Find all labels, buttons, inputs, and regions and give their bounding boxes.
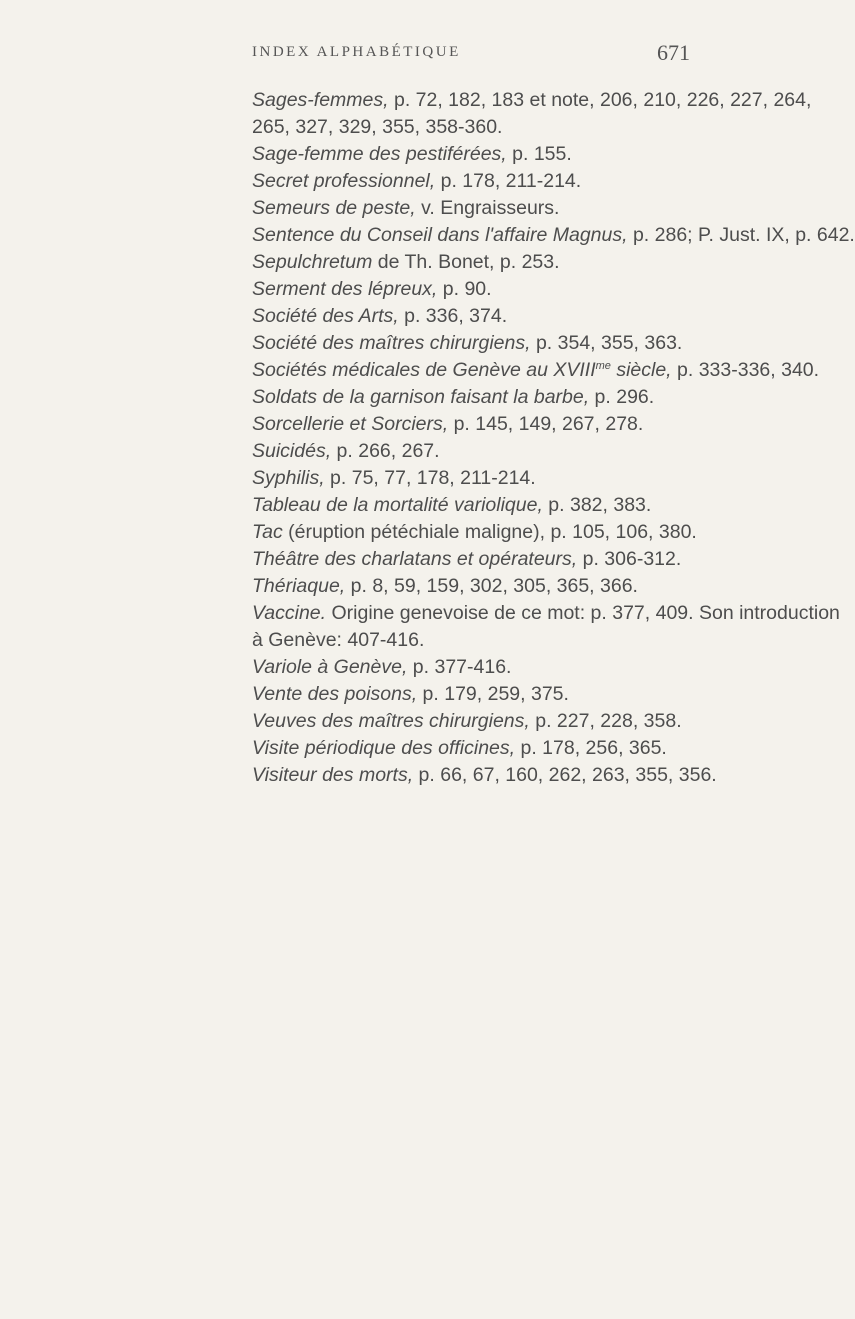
index-term: Serment des lépreux, [252,278,438,300]
index-entry [0,708,801,735]
index-term-suffix: siècle, [610,359,672,381]
index-term: Secret professionnel, [252,170,436,192]
index-term: Sages-femmes, [252,89,389,111]
index-refs: p. 178, 256, 365. [515,737,667,759]
index-entry [0,330,801,357]
index-refs: p. 382, 383. [542,494,652,516]
index-refs: v. Engraisseurs. [415,197,560,219]
index-entry [0,249,801,276]
index-entry [0,492,801,519]
page-header [0,40,801,70]
index-entry [0,681,801,708]
index-entry [0,465,801,492]
index-term: Sage-femme des pestiférées, [252,143,507,165]
index-entry [0,411,801,438]
index-term: Visiteur des morts, [252,764,414,786]
index-refs: p. 75, 77, 178, 211-214. [324,467,536,489]
index-term: Semeurs de peste, [252,197,416,219]
index-term-superscript: me [595,360,611,372]
index-entry-continuation: à Genève: 407-416. [252,629,425,651]
index-entry [0,735,801,762]
index-term: Théâtre des charlatans et opérateurs, [252,548,578,570]
index-term: Sorcellerie et Sorciers, [252,413,449,435]
index-term: Tableau de la mortalité variolique, [252,494,543,516]
index-refs: p. 90. [437,278,492,300]
index-entry [0,654,801,681]
index-entry [0,303,801,330]
index-refs: p. 72, 182, 183 et note, 206, 210, 226, 227, 264, [388,89,812,111]
index-term: Sepulchretum [252,251,373,273]
index-term: Sentence du Conseil dans l'affaire Magnus, [252,224,628,246]
index-refs: p. 336, 374. [398,305,508,327]
index-entry [0,762,801,789]
index-entry [0,519,801,546]
index-refs: p. 377-416. [407,656,512,678]
index-term: Soldats de la garnison faisant la barbe, [252,386,590,408]
index-entry [0,600,840,627]
index-entry [0,87,812,114]
index-term: Veuves des maîtres chirurgiens, [252,710,530,732]
index-term: Vaccine. [252,602,327,624]
index-entry [0,438,801,465]
index-entry [0,573,801,600]
index-entry [0,357,820,384]
index-refs: p. 145, 149, 267, 278. [448,413,644,435]
index-refs: p. 66, 67, 160, 262, 263, 355, 356. [413,764,717,786]
index-refs: p. 155. [506,143,572,165]
index-entry [0,195,801,222]
page-number: 671 [657,40,690,65]
index-refs: Origine genevoise de ce mot: p. 377, 409. Son introduction [326,602,840,624]
index-refs: p. 179, 259, 375. [417,683,569,705]
index-refs: (éruption pétéchiale maligne), p. 105, 106, 380. [282,521,697,543]
index-refs: p. 178, 211-214. [435,170,582,192]
index-term: Société des Arts, [252,305,399,327]
index-term: Syphilis, [252,467,325,489]
index-refs: p. 266, 267. [331,440,440,462]
index-term: Visite périodique des officines, [252,737,516,759]
index-term: Sociétés médicales de Genève au XVIII [252,359,596,381]
index-entry [0,546,801,573]
index-entries [0,87,855,789]
index-term: Société des maîtres chirurgiens, [252,332,531,354]
index-refs: de Th. Bonet, p. 253. [372,251,560,273]
index-term: Suicidés, [252,440,332,462]
index-entry-continuation: 265, 327, 329, 355, 358-360. [252,116,503,138]
index-refs: p. 8, 59, 159, 302, 305, 365, 366. [345,575,638,597]
index-entry [0,384,801,411]
index-refs: p. 333-336, 340. [671,359,820,381]
index-entry [0,141,801,168]
index-term: Tac [252,521,283,543]
index-refs: p. 354, 355, 363. [530,332,683,354]
index-entry [0,222,855,249]
index-entry [0,276,801,303]
index-refs: p. 296. [589,386,655,408]
index-refs: p. 306-312. [577,548,682,570]
index-term: Variole à Genève, [252,656,408,678]
index-refs: p. 227, 228, 358. [529,710,682,732]
index-refs: p. 286; P. Just. IX, p. 642. [627,224,855,246]
index-entry [0,168,801,195]
running-title: INDEX ALPHABÉTIQUE [252,44,461,60]
index-term: Vente des poisons, [252,683,418,705]
index-term: Thériaque, [252,575,346,597]
